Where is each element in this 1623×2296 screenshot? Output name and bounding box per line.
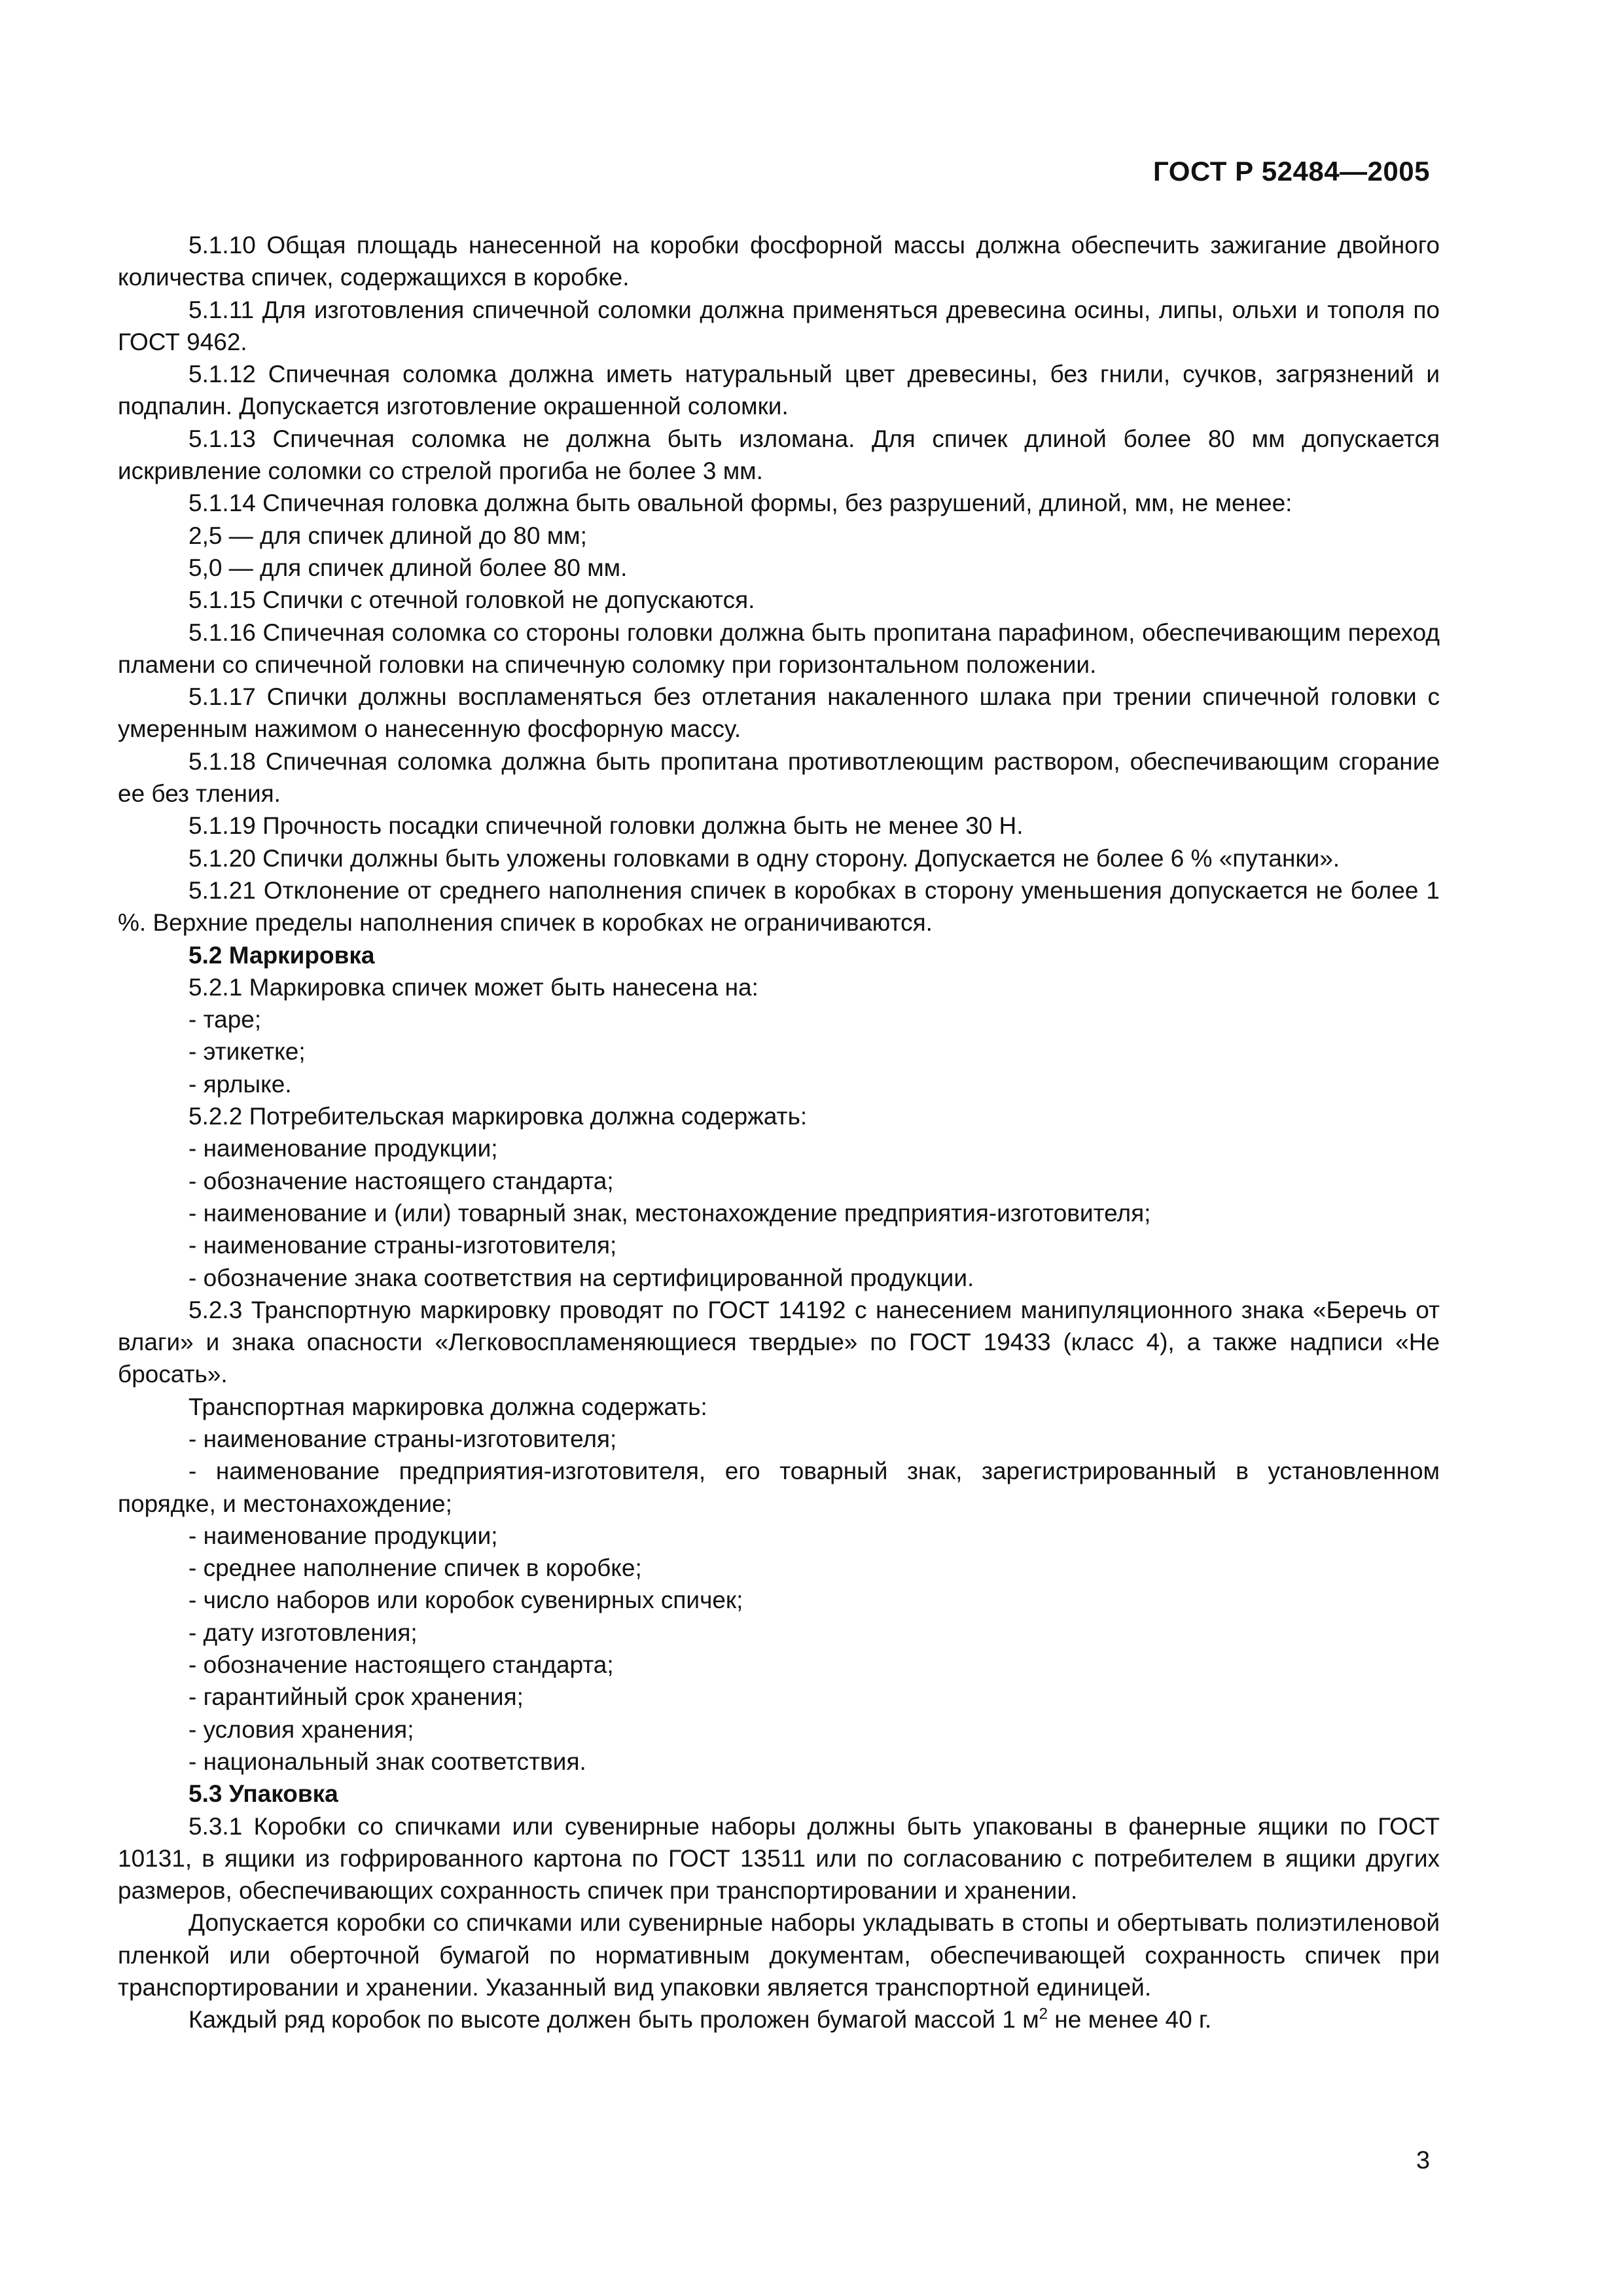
paragraph-5-1-16: 5.1.16 Спичечная соломка со стороны головки должна быть пропитана парафином, обеспечивающим переход пламени со спичечной головки на спичечную соломку при горизонтальном положении. (118, 619, 1440, 678)
paragraph-5-1-13: 5.1.13 Спичечная соломка не должна быть изломана. Для спичек длиной более 80 мм допускается искривление соломки со стрелой прогиба не более 3 мм. (118, 425, 1440, 485)
document-body (118, 229, 1440, 2036)
paragraph-5-1-12: 5.1.12 Спичечная соломка должна иметь натуральный цвет древесины, без гнили, сучков, загрязнений и подпалин. Допускается изготовление окрашенной соломки. (118, 361, 1440, 420)
list-item: - этикетке; (188, 1038, 306, 1066)
section-heading-5-2: 5.2 Маркировка (188, 941, 375, 969)
paragraph-5-1-15: 5.1.15 Спички с отечной головкой не допускаются. (188, 586, 755, 614)
paragraph-5-2-2: 5.2.2 Потребительская маркировка должна содержать: (188, 1103, 808, 1130)
list-item: - условия хранения; (188, 1715, 414, 1743)
list-item: - число наборов или коробок сувенирных спичек; (188, 1587, 743, 1614)
paragraph-5-1-17: 5.1.17 Спички должны воспламеняться без отлетания накаленного шлака при трении спичечной головки с умеренным нажимом о нанесенную фосфорную массу. (118, 683, 1440, 743)
paragraph-5-1-10: 5.1.10 Общая площадь нанесенной на коробки фосфорной массы должна обеспечить зажигание двойного количества спичек, содержащихся в коробке. (118, 232, 1440, 291)
paragraph-5-1-21: 5.1.21 Отклонение от среднего наполнения спичек в коробках в сторону уменьшения допускается не более 1 %. Верхние пределы наполнения спичек в коробках не ограничиваются. (118, 876, 1440, 937)
paragraph-5-1-11: 5.1.11 Для изготовления спичечной соломки должна применяться древесина осины, липы, ольхи и тополя по ГОСТ 9462. (118, 296, 1440, 355)
list-item: - обозначение настоящего стандарта; (188, 1651, 614, 1679)
list-item: - наименование продукции; (188, 1522, 498, 1549)
paragraph-5-1-19: 5.1.19 Прочность посадки спичечной головки должна быть не менее 30 Н. (188, 812, 1024, 840)
list-item: - наименование страны-изготовителя; (188, 1232, 617, 1259)
list-item: - обозначение настоящего стандарта; (188, 1167, 614, 1194)
section-heading-5-3: 5.3 Упаковка (188, 1780, 338, 1808)
paragraph-5-1-14-item: 2,5 — для спичек длиной до 80 мм; (188, 522, 587, 549)
paragraph-5-2-1: 5.2.1 Маркировка спичек может быть нанесена на: (188, 973, 758, 1001)
list-item: - обозначение знака соответствия на сертифицированной продукции. (188, 1264, 974, 1291)
paragraph-5-1-14-item: 5,0 — для спичек длиной более 80 мм. (188, 554, 628, 581)
superscript-2: 2 (1039, 2005, 1048, 2023)
paragraph-5-2-3: 5.2.3 Транспортную маркировку проводят по ГОСТ 14192 с нанесением манипуляционного знака «Беречь от влаги» и знака опасности «Легковоспламеняющиеся твердые» по ГОСТ 19433 (класс 4), а также надписи «Не бросать». (118, 1296, 1440, 1388)
paragraph-5-3-1: 5.3.1 Коробки со спичками или сувенирные наборы должны быть упакованы в фанерные ящики по ГОСТ 10131, в ящики из гофрированного картона по ГОСТ 13511 или по согласованию с потребителем в ящики других размеров, обеспечивающих сохранность спичек при транспортировании и хранении. (118, 1812, 1440, 1905)
list-item: - национальный знак соответствия. (188, 1748, 586, 1775)
paragraph-5-3-1-stacks: Допускается коробки со спичками или сувенирные наборы укладывать в стопы и обертывать полиэтиленовой пленкой или оберточной бумагой по нормативным документам, обеспечивающей сохранность спичек при транспортировании и хранении. Указанный вид упаковки является транспортной единицей. (118, 1909, 1440, 2001)
paragraph-5-1-18: 5.1.18 Спичечная соломка должна быть пропитана противотлеющим раствором, обеспечивающим сгорание ее без тления. (118, 747, 1440, 808)
list-item: - наименование предприятия-изготовителя, его товарный знак, зарегистрированный в установленном порядке, и местонахождение; (118, 1458, 1440, 1517)
paragraph-transport-marking: Транспортная маркировка должна содержать: (188, 1393, 707, 1420)
page-number: 3 (1416, 2147, 1430, 2174)
paragraph-5-1-20: 5.1.20 Спички должны быть уложены головками в одну сторону. Допускается не более 6 % «путанки». (188, 844, 1340, 872)
list-item: - наименование страны-изготовителя; (188, 1425, 617, 1452)
list-item: - наименование и (или) товарный знак, местонахождение предприятия-изготовителя; (188, 1199, 1151, 1227)
document-code-header: ГОСТ Р 52484—2005 (1153, 156, 1430, 187)
list-item: - ярлыке. (188, 1070, 292, 1098)
list-item: - наименование продукции; (188, 1135, 498, 1162)
list-item: - таре; (188, 1006, 262, 1033)
list-item: - гарантийный срок хранения; (188, 1683, 524, 1711)
list-item: - среднее наполнение спичек в коробке; (188, 1554, 642, 1582)
list-item: - дату изготовления; (188, 1619, 418, 1646)
paragraph-5-3-1-paper: Каждый ряд коробок по высоте должен быть проложен бумагой массой 1 $м^2$ не менее 40 г. (188, 2005, 1212, 2034)
paragraph-5-1-14: 5.1.14 Спичечная головка должна быть овальной формы, без разрушений, длиной, мм, не менее: (188, 490, 1293, 517)
